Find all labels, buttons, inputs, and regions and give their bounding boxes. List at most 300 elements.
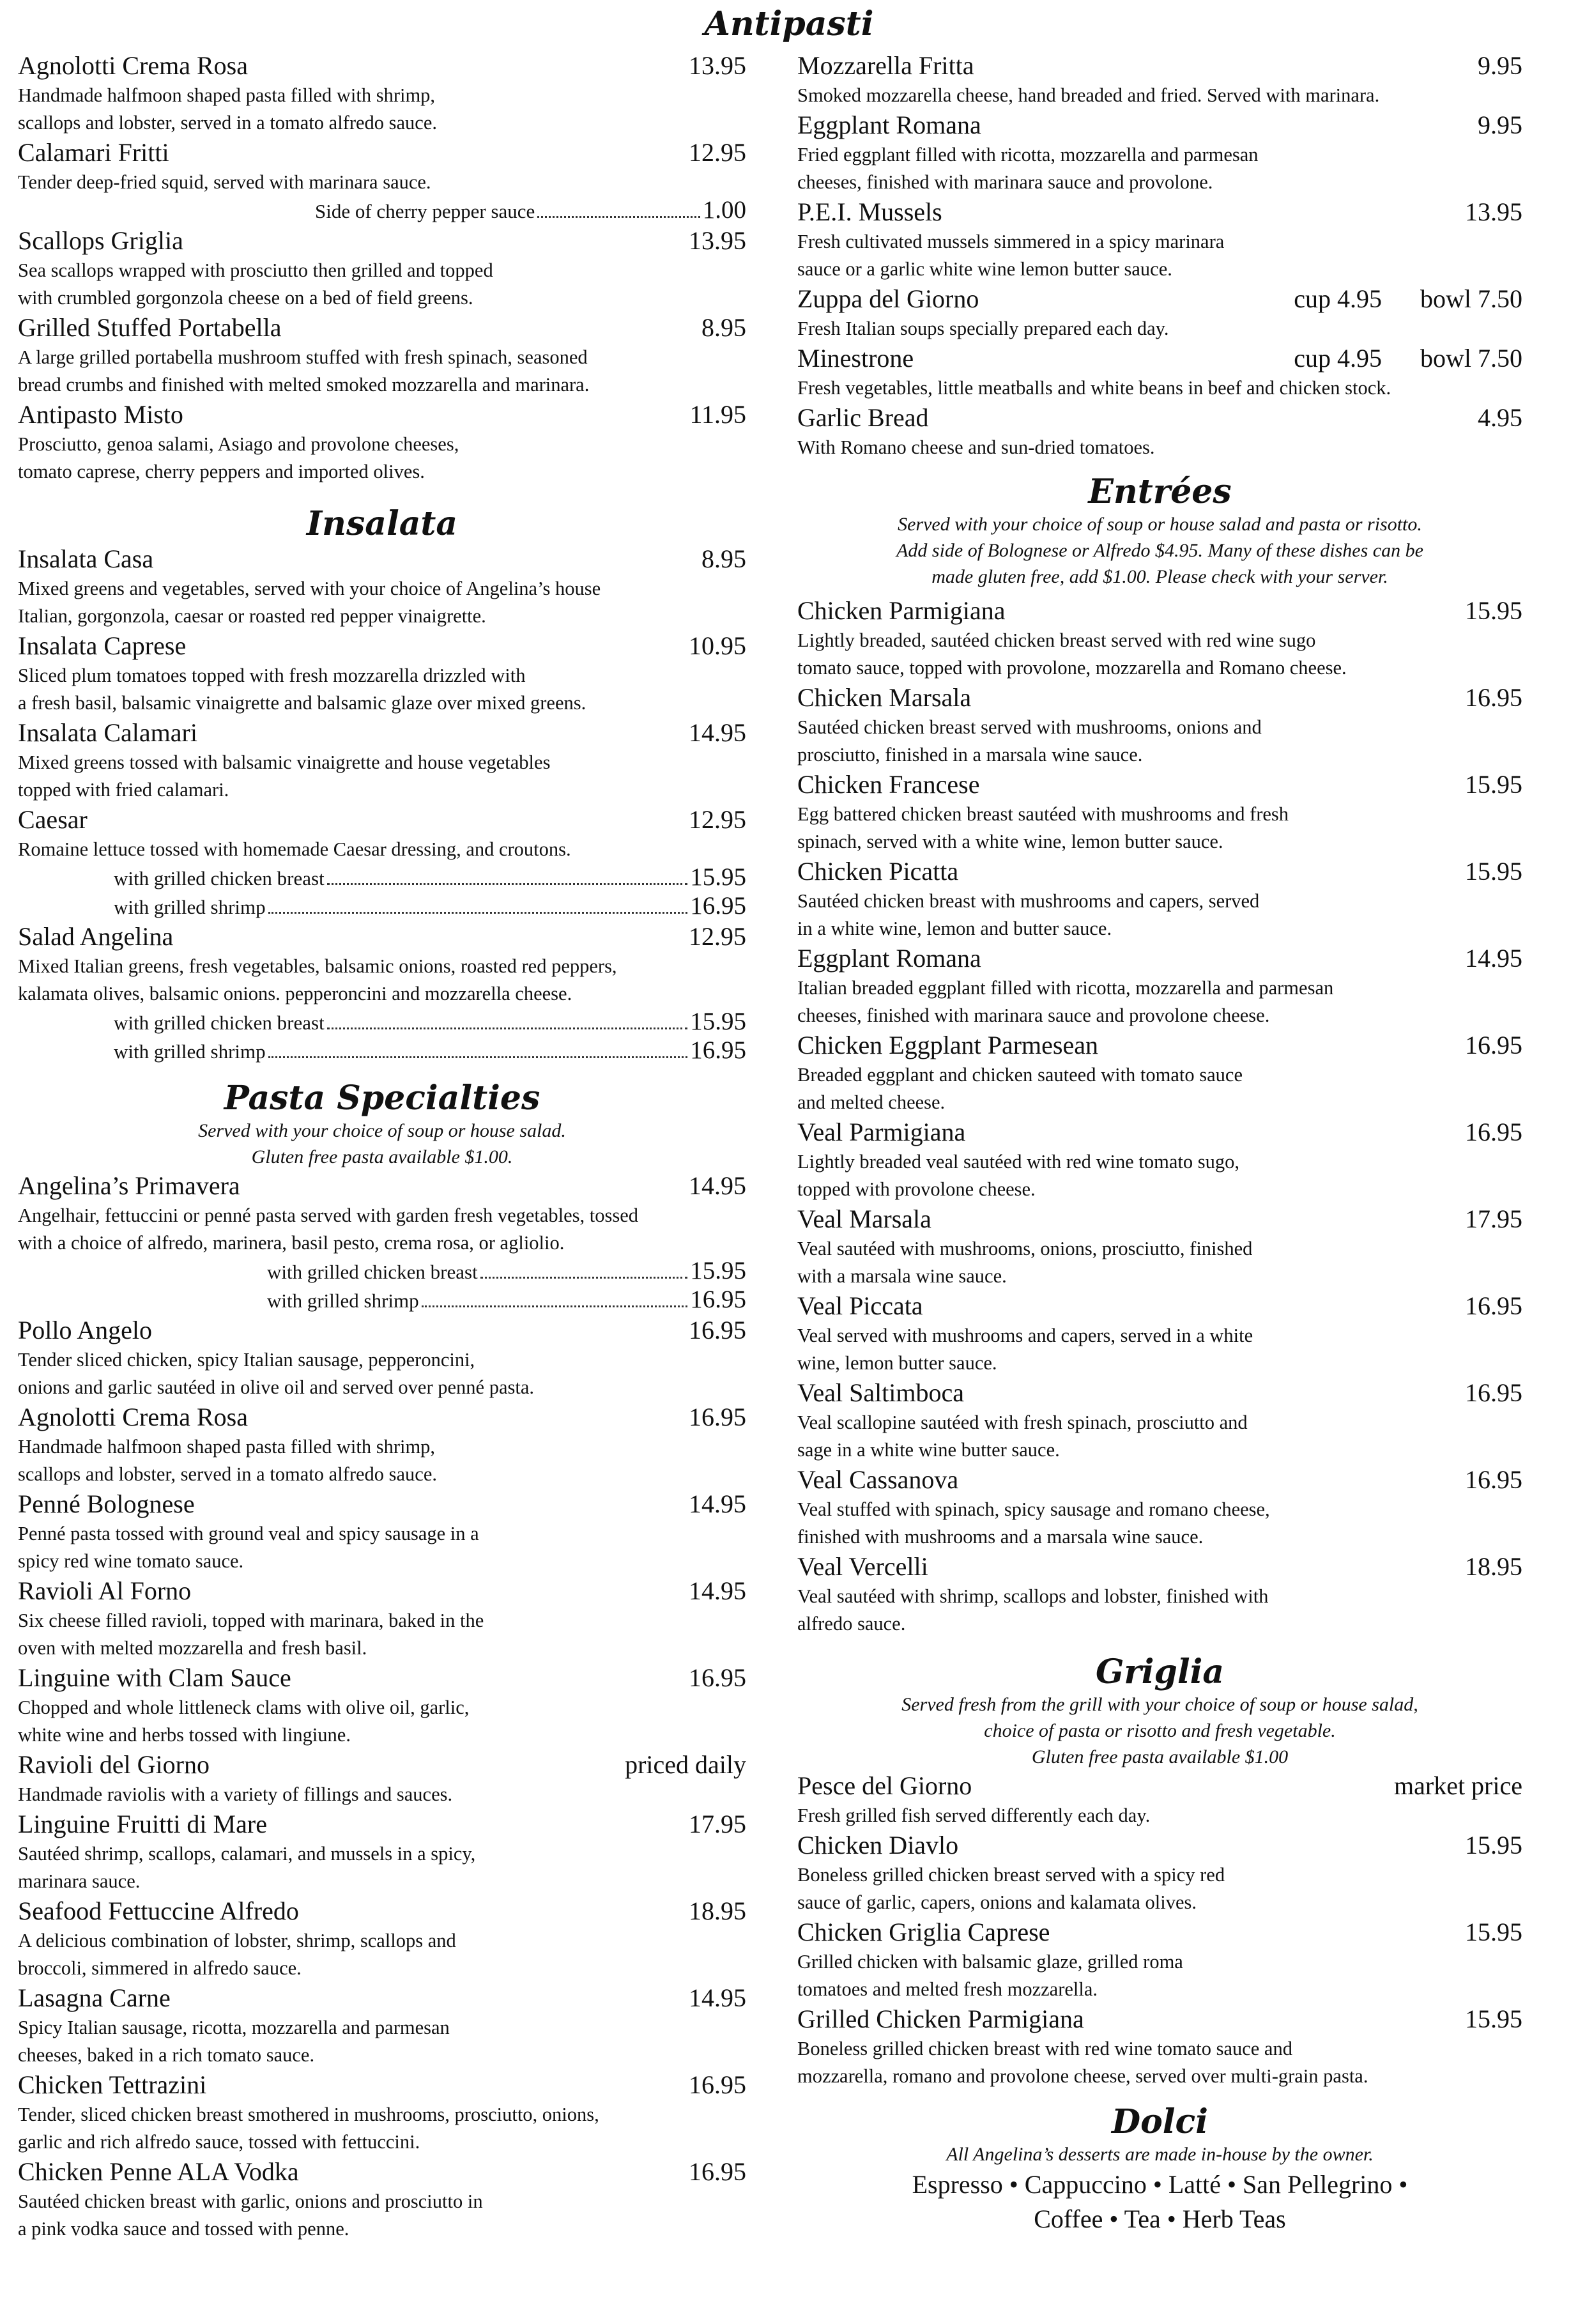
menu-item-description: garlic and rich alfredo sauce, tossed with fettuccini. (18, 2131, 420, 2153)
menu-item-price: 13.95 (689, 51, 746, 80)
menu-item-header (18, 1808, 746, 1840)
menu-item-price: 14.95 (1465, 944, 1522, 973)
add-on-price: 15.95 (690, 1008, 746, 1035)
menu-item-header (797, 1116, 1522, 1148)
menu-item (18, 1749, 746, 1808)
menu-item-header (18, 1401, 746, 1433)
menu-item (18, 804, 746, 921)
menu-item-description: Grilled chicken with balsamic glaze, grilled roma (797, 1951, 1183, 1973)
dolci-title: Dolci (1112, 2102, 1208, 2141)
menu-item (797, 769, 1522, 856)
menu-item-description: Angelhair, fettuccini or penné pasta served with garden fresh vegetables, tossed (18, 1204, 639, 1226)
menu-item-description: a fresh basil, balsamic vinaigrette and balsamic glaze over mixed greens. (18, 692, 586, 714)
menu-item-name: P.E.I. Mussels (797, 197, 942, 226)
menu-item-header (797, 342, 1522, 374)
menu-item-name: Chicken Eggplant Parmesean (797, 1031, 1098, 1059)
dot-leader (327, 883, 688, 885)
menu-item-description: Fresh vegetables, little meatballs and white beans in beef and chicken stock. (797, 377, 1391, 399)
right-column (797, 0, 1522, 2236)
menu-item-price: 9.95 (1478, 111, 1522, 139)
menu-item-price: 15.95 (1465, 596, 1522, 625)
menu-item-header (18, 717, 746, 749)
add-on-price: 16.95 (690, 1286, 746, 1313)
add-on-label: Side of cherry pepper sauce (315, 200, 535, 222)
dot-leader (422, 1305, 688, 1307)
menu-item-price: 17.95 (1465, 1204, 1522, 1233)
menu-item-description: Sautéed chicken breast with mushrooms and capers, served (797, 890, 1260, 912)
menu-item-header (18, 1662, 746, 1694)
menu-item-price: 16.95 (1465, 1118, 1522, 1146)
menu-item-description: sauce or a garlic white wine lemon butter sauce. (797, 258, 1172, 280)
menu-item-description: Six cheese filled ravioli, topped with marinara, baked in the (18, 1610, 484, 1631)
menu-item-name: Linguine with Clam Sauce (18, 1663, 291, 1692)
add-on-price: 16.95 (690, 892, 746, 920)
menu-item (797, 595, 1522, 682)
entrees-notes (797, 511, 1522, 590)
menu-item-name: Lasagna Carne (18, 1983, 171, 2012)
menu-item-description: Sautéed shrimp, scallops, calamari, and mussels in a spicy, (18, 1843, 476, 1865)
soup-prices (1294, 342, 1522, 374)
menu-item-header (18, 312, 746, 344)
menu-item-description: Sliced plum tomatoes topped with fresh mozzarella drizzled with (18, 665, 526, 686)
menu-item (18, 543, 746, 630)
menu-item-name: Scallops Griglia (18, 226, 183, 255)
menu-item-description: alfredo sauce. (797, 1613, 906, 1635)
menu-item-name: Pesce del Giorno (797, 1771, 972, 1800)
entrees-title: Entrées (1088, 472, 1232, 511)
entrees-note: made gluten free, add $1.00. Please check with your server. (931, 566, 1388, 587)
menu-item-description: Handmade raviolis with a variety of fillings and sauces. (18, 1783, 453, 1805)
menu-item-header (18, 1314, 746, 1346)
menu-item-name: Antipasto Misto (18, 400, 183, 429)
add-on-label: with grilled shrimp (114, 896, 266, 918)
menu-item-price: 8.95 (701, 313, 746, 342)
menu-item-name: Chicken Penne ALA Vodka (18, 2157, 299, 2186)
menu-item-name: Eggplant Romana (797, 944, 981, 973)
menu-item (18, 630, 746, 717)
menu-item (797, 1916, 1522, 2003)
griglia-title: Griglia (1095, 1652, 1225, 1691)
menu-item-price: 10.95 (689, 631, 746, 660)
menu-item-description: Tender, sliced chicken breast smothered in mushrooms, prosciutto, onions, (18, 2104, 599, 2125)
beverage-line: Espresso • Cappuccino • Latté • San Pellegrino • (912, 2170, 1408, 2199)
add-on-label: with grilled shrimp (267, 1289, 419, 1312)
menu-item-description: Chopped and whole littleneck clams with olive oil, garlic, (18, 1697, 470, 1718)
menu-item-price: 16.95 (689, 1663, 746, 1692)
menu-item-price: 15.95 (1465, 857, 1522, 886)
menu-item-name: Chicken Tettrazini (18, 2070, 207, 2099)
menu-item-name: Veal Saltimboca (797, 1378, 965, 1407)
menu-item-price: 14.95 (689, 1576, 746, 1605)
griglia-list (797, 1770, 1522, 2090)
menu-item-name: Salad Angelina (18, 922, 174, 951)
menu-item-description: Lightly breaded, sautéed chicken breast served with red wine sugo (797, 629, 1316, 651)
menu-item-description: topped with provolone cheese. (797, 1178, 1036, 1200)
menu-item-header (797, 2003, 1522, 2035)
menu-item-description: mozzarella, romano and provolone cheese, served over multi-grain pasta. (797, 2065, 1368, 2087)
cup-price: cup 4.95 (1294, 344, 1382, 373)
menu-item-name: Linguine Fruitti di Mare (18, 1810, 267, 1838)
dot-leader (480, 1277, 688, 1279)
menu-item-header (18, 2069, 746, 2101)
menu-item-header (18, 1749, 746, 1781)
menu-item (18, 1982, 746, 2069)
menu-item-name: Eggplant Romana (797, 111, 981, 139)
menu-item-description: white wine and herbs tossed with lingiune. (18, 1724, 351, 1746)
dot-leader (268, 1056, 688, 1058)
pasta-note: Served with your choice of soup or house salad. (198, 1120, 566, 1141)
menu-item (18, 1895, 746, 1982)
menu-item (797, 1029, 1522, 1116)
dot-leader (537, 216, 700, 218)
menu-item-description: sage in a white wine butter sauce. (797, 1439, 1060, 1461)
menu-item-description: cheeses, finished with marinara sauce and provolone cheese. (797, 1004, 1270, 1026)
pasta-note: Gluten free pasta available $1.00. (251, 1146, 513, 1167)
menu-item-description: sauce of garlic, capers, onions and kalamata olives. (797, 1891, 1197, 1913)
menu-item-description: finished with mushrooms and a marsala wine sauce. (797, 1526, 1204, 1548)
menu-item-header (797, 682, 1522, 714)
menu-item-name: Insalata Caprese (18, 631, 187, 660)
menu-item-description: Prosciutto, genoa salami, Asiago and provolone cheeses, (18, 433, 459, 455)
menu-item-description: Veal served with mushrooms and capers, served in a white (797, 1325, 1253, 1346)
menu-item-description: Tender deep-fried squid, served with marinara sauce. (18, 171, 431, 193)
menu-item-description: With Romano cheese and sun-dried tomatoes. (797, 436, 1155, 458)
menu-item-name: Veal Marsala (797, 1204, 931, 1233)
menu-item-description: Mixed Italian greens, fresh vegetables, balsamic onions, roasted red peppers, (18, 955, 617, 977)
menu-item-name: Grilled Stuffed Portabella (18, 313, 282, 342)
griglia-notes (797, 1691, 1522, 1770)
menu-item-name: Chicken Griglia Caprese (797, 1918, 1050, 1946)
menu-item (797, 1377, 1522, 1464)
menu-item-name: Garlic Bread (797, 403, 929, 432)
menu-item-header (18, 2156, 746, 2188)
menu-item-header (18, 543, 746, 575)
menu-item (18, 1401, 746, 1488)
add-on-price: 15.95 (690, 863, 746, 891)
menu-item-header (18, 225, 746, 257)
menu-item-name: Penné Bolognese (18, 1489, 195, 1518)
menu-item-name: Chicken Picatta (797, 857, 959, 886)
menu-item-header (18, 1575, 746, 1607)
menu-item (797, 1770, 1522, 1829)
add-on-price: 16.95 (690, 1036, 746, 1064)
menu-item-name: Insalata Casa (18, 544, 154, 573)
entrees-note: Add side of Bolognese or Alfredo $4.95. Many of these dishes can be (896, 540, 1423, 561)
menu-item-name: Veal Cassanova (797, 1465, 959, 1494)
menu-item-description: tomato caprese, cherry peppers and imported olives. (18, 461, 425, 482)
menu-item-price: 16.95 (1465, 1291, 1522, 1320)
menu-item-description: Sautéed chicken breast served with mushrooms, onions and (797, 716, 1262, 738)
beverage-list (797, 2167, 1522, 2236)
dot-leader (268, 912, 688, 914)
menu-item-description: prosciutto, finished in a marsala wine sauce. (797, 744, 1143, 766)
menu-item-name: Veal Piccata (797, 1291, 923, 1320)
menu-item-name: Chicken Diavlo (797, 1831, 959, 1859)
menu-item (797, 402, 1522, 461)
menu-item (18, 921, 746, 1065)
menu-item (797, 1203, 1522, 1290)
menu-item-header (797, 109, 1522, 141)
menu-item-description: Fresh Italian soups specially prepared each day. (797, 318, 1169, 339)
menu-item-description: Veal sautéed with mushrooms, onions, prosciutto, finished (797, 1238, 1253, 1259)
menu-item-description: broccoli, simmered in alfredo sauce. (18, 1957, 302, 1979)
menu-item (18, 1314, 746, 1401)
menu-item-description: Boneless grilled chicken breast with red wine tomato sauce and (797, 2038, 1292, 2059)
menu-item-name: Mozzarella Fritta (797, 51, 974, 80)
menu-item (797, 1829, 1522, 1916)
menu-item-price: 16.95 (689, 1403, 746, 1431)
add-on-label: with grilled chicken breast (114, 1012, 325, 1034)
menu-item-description: spicy red wine tomato sauce. (18, 1550, 244, 1572)
menu-item-name: Insalata Calamari (18, 718, 197, 747)
menu-item-price: 16.95 (689, 2157, 746, 2186)
add-on-option (18, 1286, 746, 1314)
menu-item-price: 9.95 (1478, 51, 1522, 80)
add-on-option (18, 1008, 746, 1036)
menu-item-description: wine, lemon butter sauce. (797, 1352, 997, 1374)
menu-item (18, 50, 746, 137)
menu-item (18, 1662, 746, 1749)
menu-item-name: Veal Vercelli (797, 1552, 928, 1581)
menu-item-description: Sautéed chicken breast with garlic, onions and prosciutto in (18, 2190, 483, 2212)
add-on-label: with grilled chicken breast (267, 1261, 478, 1283)
cup-price: cup 4.95 (1294, 284, 1382, 313)
menu-item-header (797, 283, 1522, 315)
menu-item-header (797, 943, 1522, 974)
menu-item-description: Italian, gorgonzola, caesar or roasted red pepper vinaigrette. (18, 605, 486, 627)
menu-item-price: 14.95 (689, 1983, 746, 2012)
menu-item-price: 4.95 (1478, 403, 1522, 432)
menu-item-description: Smoked mozzarella cheese, hand breaded and fried. Served with marinara. (797, 84, 1380, 106)
menu-item-name: Angelina’s Primavera (18, 1171, 240, 1200)
menu-item-description: kalamata olives, balsamic onions. pepperoncini and mozzarella cheese. (18, 983, 572, 1004)
menu-item-description: A delicious combination of lobster, shrimp, scallops and (18, 1930, 456, 1951)
menu-item (797, 1464, 1522, 1551)
menu-item-price: 16.95 (1465, 1378, 1522, 1407)
menu-item-price: 8.95 (701, 544, 746, 573)
add-on-price: 15.95 (690, 1257, 746, 1284)
menu-item-price: 18.95 (1465, 1552, 1522, 1581)
entrees-list (797, 595, 1522, 1638)
pasta-title: Pasta Specialties (224, 1079, 540, 1118)
menu-item-description: with a choice of alfredo, marinera, basil pesto, crema rosa, or agliolio. (18, 1232, 565, 1254)
menu-item-price: 13.95 (1465, 197, 1522, 226)
menu-item-price: market price (1394, 1771, 1522, 1800)
menu-item-header (797, 1916, 1522, 1948)
menu-item-name: Minestrone (797, 344, 914, 373)
menu-item (18, 2156, 746, 2243)
menu-item (797, 283, 1522, 342)
menu-item-price: 16.95 (689, 1316, 746, 1344)
menu-item-header (797, 1029, 1522, 1061)
menu-item (18, 717, 746, 804)
menu-item-description: A large grilled portabella mushroom stuffed with fresh spinach, seasoned (18, 346, 588, 368)
insalata-title: Insalata (306, 504, 458, 543)
menu-item-name: Ravioli del Giorno (18, 1750, 210, 1779)
menu-item-price: 16.95 (1465, 683, 1522, 712)
menu-item (797, 50, 1522, 109)
antipasti-title: Antipasti (704, 4, 874, 43)
menu-item-description: onions and garlic sautéed in olive oil and served over penné pasta. (18, 1376, 534, 1398)
bowl-price: bowl 7.50 (1420, 284, 1522, 313)
menu-item-description: marinara sauce. (18, 1870, 141, 1892)
menu-item-header (797, 769, 1522, 801)
menu-item-price: 12.95 (689, 138, 746, 167)
antipasti-right-list (797, 50, 1522, 461)
menu-item-price: 15.95 (1465, 1918, 1522, 1946)
menu-item-header (797, 1551, 1522, 1583)
menu-item-header (18, 50, 746, 82)
menu-item-header (18, 804, 746, 836)
spacer (18, 0, 746, 50)
menu-item-description: Mixed greens and vegetables, served with your choice of Angelina’s house (18, 578, 601, 599)
menu-item-header (797, 1290, 1522, 1322)
add-on-option (18, 863, 746, 892)
menu-item-name: Zuppa del Giorno (797, 284, 979, 313)
menu-item-name: Grilled Chicken Parmigiana (797, 2005, 1084, 2033)
menu-item (797, 682, 1522, 769)
menu-item-description: Penné pasta tossed with ground veal and spicy sausage in a (18, 1523, 479, 1544)
menu-item-description: Fried eggplant filled with ricotta, mozzarella and parmesan (797, 144, 1259, 165)
menu-item-description: with crumbled gorgonzola cheese on a bed of field greens. (18, 287, 473, 309)
menu-item-description: oven with melted mozzarella and fresh basil. (18, 1637, 367, 1659)
menu-item-price: 18.95 (689, 1897, 746, 1925)
menu-item-description: and melted cheese. (797, 1091, 946, 1113)
entrees-note: Served with your choice of soup or house salad and pasta or risotto. (898, 514, 1422, 535)
menu-item-description: Boneless grilled chicken breast served with a spicy red (797, 1864, 1225, 1886)
menu-item (18, 1488, 746, 1575)
griglia-note: choice of pasta or risotto and fresh vegetable. (984, 1720, 1336, 1741)
menu-item-description: with a marsala wine sauce. (797, 1265, 1007, 1287)
menu-item (18, 2069, 746, 2156)
menu-item-header (797, 196, 1522, 228)
menu-item-price: 15.95 (1465, 770, 1522, 799)
menu-item-description: Fresh grilled fish served differently each day. (797, 1805, 1151, 1826)
add-on-price: 1.00 (702, 196, 746, 224)
menu-item-price: 16.95 (689, 2070, 746, 2099)
griglia-note: Served fresh from the grill with your choice of soup or house salad, (901, 1694, 1418, 1715)
menu-item-price: 16.95 (1465, 1031, 1522, 1059)
menu-item-name: Pollo Angelo (18, 1316, 153, 1344)
menu-item (797, 342, 1522, 402)
menu-item-header (797, 1203, 1522, 1235)
menu-item-description: Tender sliced chicken, spicy Italian sausage, pepperoncini, (18, 1349, 475, 1371)
menu-item (18, 137, 746, 225)
pasta-list (18, 1170, 746, 2243)
menu-item-description: a pink vodka sauce and tossed with penne. (18, 2218, 349, 2240)
menu-item (18, 225, 746, 312)
menu-item-price: priced daily (625, 1750, 746, 1779)
menu-item-price: 16.95 (1465, 1465, 1522, 1494)
menu-item (18, 1808, 746, 1895)
menu-item-price: 12.95 (689, 805, 746, 834)
menu-item-description: cheeses, baked in a rich tomato sauce. (18, 2044, 315, 2066)
menu-item-header (18, 921, 746, 953)
menu-item-header (18, 1170, 746, 1202)
menu-item-name: Caesar (18, 805, 88, 834)
menu-item-description: Italian breaded eggplant filled with ricotta, mozzarella and parmesan (797, 977, 1334, 999)
menu-item-header (797, 1377, 1522, 1409)
menu-item-name: Chicken Francese (797, 770, 980, 799)
menu-item-header (797, 1770, 1522, 1802)
menu-item-header (18, 137, 746, 169)
menu-item-name: Chicken Marsala (797, 683, 972, 712)
menu-item-description: in a white wine, lemon and butter sauce. (797, 918, 1112, 939)
insalata-list (18, 543, 746, 1065)
menu-item-price: 17.95 (689, 1810, 746, 1838)
menu-item-price: 14.95 (689, 1171, 746, 1200)
menu-item-description: Lightly breaded veal sautéed with red wine tomato sugo, (797, 1151, 1239, 1173)
menu-item-description: Handmade halfmoon shaped pasta filled with shrimp, (18, 84, 436, 106)
menu-item-name: Veal Parmigiana (797, 1118, 966, 1146)
menu-item-description: spinach, served with a white wine, lemon butter sauce. (797, 831, 1223, 852)
menu-item-description: Sea scallops wrapped with prosciutto then grilled and topped (18, 259, 493, 281)
menu-item-description: Fresh cultivated mussels simmered in a spicy marinara (797, 231, 1225, 252)
menu-item-price: 14.95 (689, 718, 746, 747)
menu-item-description: cheeses, finished with marinara sauce and provolone. (797, 171, 1213, 193)
menu-item (797, 1116, 1522, 1203)
menu-item-name: Seafood Fettuccine Alfredo (18, 1897, 299, 1925)
menu-item-description: Romaine lettuce tossed with homemade Caesar dressing, and croutons. (18, 838, 571, 860)
menu-item-price: 15.95 (1465, 1831, 1522, 1859)
menu-item-name: Chicken Parmigiana (797, 596, 1006, 625)
menu-item-header (18, 1895, 746, 1927)
menu-item-description: scallops and lobster, served in a tomato alfredo sauce. (18, 1463, 438, 1485)
menu-item-description: Veal sautéed with shrimp, scallops and lobster, finished with (797, 1585, 1269, 1607)
antipasti-left-list (18, 50, 746, 486)
add-on-option (18, 1257, 746, 1286)
dot-leader (327, 1027, 688, 1029)
menu-item-description: Egg battered chicken breast sautéed with mushrooms and fresh (797, 803, 1289, 825)
menu-item-description: tomatoes and melted fresh mozzarella. (797, 1978, 1098, 2000)
menu-item-price: 14.95 (689, 1489, 746, 1518)
menu-item (18, 1170, 746, 1314)
menu-item-header (797, 402, 1522, 434)
pasta-notes (18, 1118, 746, 1170)
menu-item-header (18, 630, 746, 662)
menu-item-header (18, 1488, 746, 1520)
menu-item (18, 312, 746, 399)
menu-item-description: Spicy Italian sausage, ricotta, mozzarella and parmesan (18, 2017, 450, 2038)
menu-item (797, 1290, 1522, 1377)
menu-item-header (797, 856, 1522, 888)
menu-item (18, 1575, 746, 1662)
menu-item (797, 109, 1522, 196)
menu-item (797, 856, 1522, 943)
menu-item-price: 12.95 (689, 922, 746, 951)
griglia-note: Gluten free pasta available $1.00 (1031, 1746, 1289, 1767)
menu-item-description: topped with fried calamari. (18, 779, 229, 801)
menu-item (797, 196, 1522, 283)
add-on-label: with grilled shrimp (114, 1040, 266, 1063)
bowl-price: bowl 7.50 (1420, 344, 1522, 373)
add-on-option (18, 1036, 746, 1065)
menu-item-header (797, 1829, 1522, 1861)
menu-item (797, 943, 1522, 1029)
menu-item (18, 399, 746, 486)
menu-item (797, 2003, 1522, 2090)
soup-prices (1294, 283, 1522, 315)
left-column (18, 0, 746, 2243)
menu-item (797, 1551, 1522, 1638)
menu-item-header (18, 1982, 746, 2014)
menu-item-name: Calamari Fritti (18, 138, 169, 167)
menu-item-header (797, 50, 1522, 82)
menu-item-description: bread crumbs and finished with melted smoked mozzarella and marinara. (18, 374, 590, 396)
menu-item-description: Breaded eggplant and chicken sauteed with tomato sauce (797, 1064, 1243, 1086)
menu-item-name: Agnolotti Crema Rosa (18, 1403, 248, 1431)
menu-item-name: Ravioli Al Forno (18, 1576, 192, 1605)
